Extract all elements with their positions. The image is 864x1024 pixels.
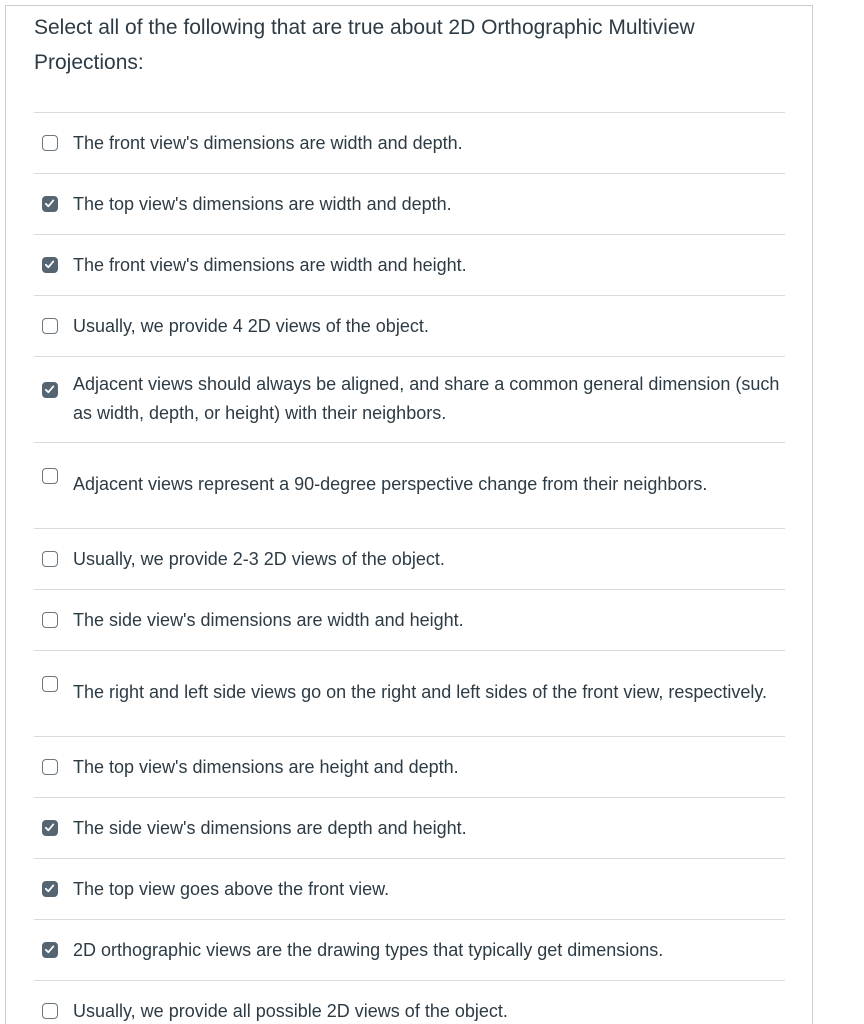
answer-checkbox[interactable] bbox=[42, 759, 58, 775]
answer-option[interactable] bbox=[34, 356, 785, 442]
answer-option[interactable] bbox=[34, 797, 785, 858]
answer-label: The top view goes above the front view. bbox=[73, 878, 390, 899]
answer-option[interactable] bbox=[34, 589, 785, 650]
answer-checkbox[interactable] bbox=[42, 551, 58, 567]
answer-list bbox=[34, 112, 785, 1024]
answer-checkbox-checked[interactable] bbox=[42, 942, 58, 958]
answer-option[interactable] bbox=[34, 234, 785, 295]
answer-label: The front view's dimensions are width and height. bbox=[73, 254, 467, 275]
answer-option[interactable] bbox=[34, 650, 785, 736]
answer-option[interactable] bbox=[34, 295, 785, 356]
answer-checkbox[interactable] bbox=[42, 612, 58, 628]
answer-option[interactable] bbox=[34, 919, 785, 980]
answer-label: The side view's dimensions are depth and height. bbox=[73, 817, 467, 838]
answer-option[interactable] bbox=[34, 112, 785, 173]
answer-option[interactable] bbox=[34, 442, 785, 528]
answer-checkbox[interactable] bbox=[42, 468, 58, 484]
answer-option[interactable] bbox=[34, 528, 785, 589]
answer-label: Usually, we provide all possible 2D views of the object. bbox=[73, 1000, 508, 1021]
answer-option[interactable] bbox=[34, 173, 785, 234]
answer-checkbox-checked[interactable] bbox=[42, 881, 58, 897]
answer-option[interactable] bbox=[34, 858, 785, 919]
answer-label: Adjacent views should always be aligned, and share a common general dimension (such as width, depth, or height) with their neighbors. bbox=[73, 373, 780, 423]
answer-checkbox[interactable] bbox=[42, 1003, 58, 1019]
checkmark-icon bbox=[44, 259, 55, 270]
answer-label: Adjacent views represent a 90-degree perspective change from their neighbors. bbox=[73, 474, 708, 494]
answer-checkbox[interactable] bbox=[42, 676, 58, 692]
checkmark-icon bbox=[44, 822, 55, 833]
answer-option[interactable] bbox=[34, 736, 785, 797]
answer-checkbox-checked[interactable] bbox=[42, 257, 58, 273]
answer-checkbox-checked[interactable] bbox=[42, 382, 58, 398]
answer-option[interactable] bbox=[34, 980, 785, 1024]
answer-label: Usually, we provide 2-3 2D views of the object. bbox=[73, 548, 445, 569]
answer-label: 2D orthographic views are the drawing types that typically get dimensions. bbox=[73, 939, 664, 960]
checkmark-icon bbox=[44, 944, 55, 955]
answer-label: The top view's dimensions are width and depth. bbox=[73, 193, 452, 214]
answer-label: The right and left side views go on the right and left sides of the front view, respectively. bbox=[73, 682, 768, 702]
checkmark-icon bbox=[44, 198, 55, 209]
answer-label: The front view's dimensions are width and depth. bbox=[73, 132, 463, 153]
checkmark-icon bbox=[44, 384, 55, 395]
answer-label: The top view's dimensions are height and depth. bbox=[73, 756, 459, 777]
question-text: Select all of the following that are true about 2D Orthographic Multiview Projections: bbox=[34, 16, 695, 74]
answer-checkbox[interactable] bbox=[42, 318, 58, 334]
answer-checkbox-checked[interactable] bbox=[42, 196, 58, 212]
checkmark-icon bbox=[44, 883, 55, 894]
answer-checkbox[interactable] bbox=[42, 135, 58, 151]
answer-label: Usually, we provide 4 2D views of the object. bbox=[73, 315, 429, 336]
quiz-question-panel bbox=[5, 5, 813, 1024]
answer-checkbox-checked[interactable] bbox=[42, 820, 58, 836]
answer-label: The side view's dimensions are width and height. bbox=[73, 609, 464, 630]
